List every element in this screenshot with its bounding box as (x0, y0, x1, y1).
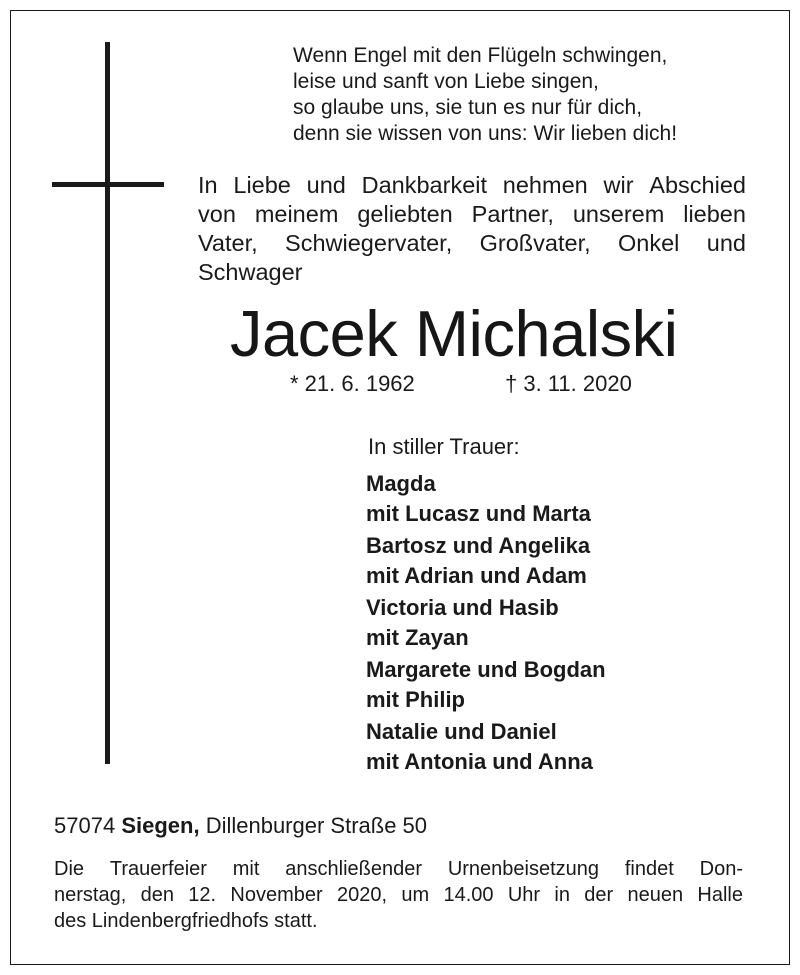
word: von (198, 201, 236, 227)
word: Schwiegervater, (285, 230, 453, 256)
family-line: mit Antonia und Anna (366, 749, 593, 774)
family-group (366, 655, 606, 715)
family-line: mit Adrian und Adam (366, 563, 587, 588)
poem-line: denn sie wissen von uns: Wir lieben dich! (293, 122, 678, 145)
word: und (706, 230, 746, 256)
word: In (198, 172, 218, 198)
word: nerstag, (54, 884, 127, 906)
word: in (554, 884, 570, 906)
word: Liebe (233, 172, 291, 198)
word: Vater, (198, 230, 258, 256)
word: Urnenbeisetzung (447, 858, 600, 880)
word: der (584, 884, 614, 906)
word: Uhr (507, 884, 541, 906)
cross-vertical-bar (105, 42, 110, 764)
word: Trauerfeier (109, 858, 207, 880)
birth-date: * 21. 6. 1962 (290, 371, 415, 396)
family-line: Margarete und Bogdan (366, 657, 606, 682)
poem (293, 43, 677, 147)
word: neuen (627, 884, 684, 906)
word: und (306, 172, 346, 198)
word: findet (624, 858, 674, 880)
ceremony-info (54, 856, 743, 934)
word: unserem (572, 201, 665, 227)
word: 14.00 (443, 884, 494, 906)
death-date: † 3. 11. 2020 (505, 371, 632, 396)
poem-line: Wenn Engel mit den Flügeln schwingen, (293, 44, 668, 67)
word: November (230, 884, 323, 906)
address-street: Dillenburger Straße 50 (205, 813, 428, 838)
word: Die (54, 858, 85, 880)
word: meinem (254, 201, 339, 227)
word: mit (232, 858, 260, 880)
family-group (366, 469, 606, 529)
family-list (366, 469, 606, 777)
address (54, 811, 427, 841)
family-line: Magda (366, 471, 436, 496)
word: Halle (697, 884, 743, 906)
family-line: Bartosz und Angelika (366, 533, 591, 558)
word: Don- (699, 858, 743, 880)
word: nehmen (502, 172, 588, 198)
family-group (366, 593, 606, 653)
intro-text (198, 171, 746, 287)
intro-line: Schwager (198, 259, 303, 285)
word: anschließender (285, 858, 422, 880)
ceremony-line: des Lindenbergfriedhofs statt. (54, 910, 318, 932)
family-line: mit Philip (366, 687, 465, 712)
word: 12. (188, 884, 217, 906)
ceremony-line (54, 856, 743, 882)
intro-line (198, 229, 746, 258)
address-zip: 57074 (54, 813, 116, 838)
word: wir (603, 172, 634, 198)
word: geliebten (357, 201, 453, 227)
word: Abschied (649, 172, 746, 198)
word: lieben (683, 201, 746, 227)
ceremony-line (54, 882, 743, 908)
intro-line (198, 200, 746, 229)
word: Onkel (618, 230, 680, 256)
word: den (140, 884, 174, 906)
family-line: Natalie und Daniel (366, 719, 557, 744)
family-line: mit Zayan (366, 625, 469, 650)
word: 2020, (336, 884, 388, 906)
family-group (366, 717, 606, 777)
cross-horizontal-bar (52, 182, 164, 187)
word: Partner, (471, 201, 554, 227)
deceased-name: Jacek Michalski (230, 297, 678, 370)
word: um (401, 884, 430, 906)
family-line: Victoria und Hasib (366, 595, 559, 620)
mourning-heading: In stiller Trauer: (368, 434, 520, 459)
intro-line (198, 171, 746, 200)
family-line: mit Lucasz und Marta (366, 501, 591, 526)
family-group (366, 531, 606, 591)
poem-line: so glaube uns, sie tun es nur für dich, (293, 96, 643, 119)
poem-line: leise und sanft von Liebe singen, (293, 70, 599, 93)
word: Dankbarkeit (361, 172, 488, 198)
word: Großvater, (479, 230, 591, 256)
address-city: Siegen, (121, 813, 200, 838)
